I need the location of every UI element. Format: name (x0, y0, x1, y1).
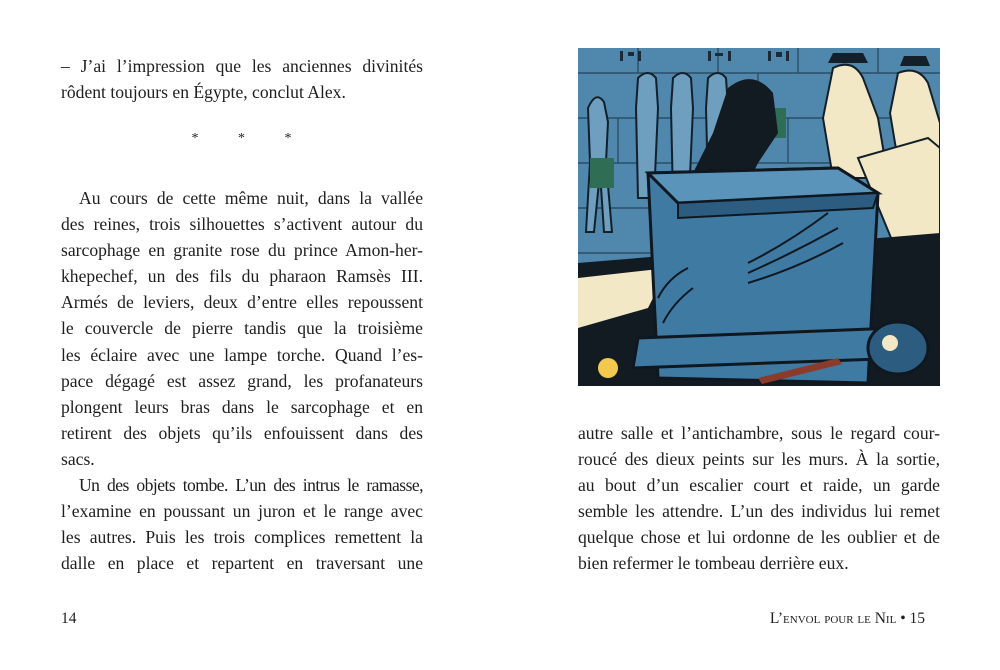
dialogue-paragraph (61, 53, 423, 105)
text-line: retirent des objets qu’ils enfouissent dans des (61, 422, 423, 443)
body-text-continued (578, 420, 940, 577)
text-line: autre salle et l’antichambre, sous le regard cour- (578, 423, 940, 443)
text-line: sarcophage en granite rose du prince Amon-her- (61, 240, 423, 261)
footer-bullet: • (900, 610, 906, 627)
text-line: au bout d’un escalier court et raide, un garde (578, 475, 940, 496)
text-line: les éclaire avec une lampe torche. Quand l’es- (61, 344, 423, 365)
section-separator: * * * (191, 131, 293, 146)
text-line: Un des objets tombe. L’un des intrus le ramasse, (79, 475, 423, 496)
text-line: – J’ai l’impression que les anciennes divinités (61, 56, 423, 76)
sarcophagus-illustration (578, 48, 940, 386)
right-page (500, 0, 1000, 670)
text-line: khepechef, un des fils du pharaon Ramsès III. (61, 266, 423, 287)
illustration-drawing (578, 48, 940, 386)
text-line: le couvercle de pierre tandis que la troisième (61, 318, 423, 339)
text-line: l’examine en poussant un juron et le range avec (61, 501, 423, 522)
text-line: des reines, trois silhouettes s’activent autour du (61, 214, 423, 235)
text-line: semble les attendre. L’un des individus lui remet (578, 501, 940, 522)
text-line: roucé des dieux peints sur les murs. À la sortie, (578, 449, 940, 470)
text-line: Armés de leviers, deux d’entre elles repoussent (61, 292, 423, 313)
text-line: sacs. (61, 448, 95, 469)
text-line: Au cours de cette même nuit, dans la vallée (79, 188, 423, 208)
running-title: L’envol pour le Nil (769, 610, 897, 627)
page-number: 14 (61, 610, 77, 627)
text-line: pace dégagé est assez grand, les profanateurs (61, 370, 423, 391)
page-number: 15 (909, 610, 925, 627)
text-line: dalle en place et repartent en traversant une (61, 553, 423, 574)
text-line: rôdent toujours en Égypte, conclut Alex. (61, 82, 346, 103)
text-line: quelque chose et lui ordonne de les oublier et de (578, 527, 940, 548)
text-line: les autres. Puis les trois complices remettent la (61, 527, 423, 548)
text-line: plongent leurs bras dans le sarcophage et en (61, 396, 423, 417)
text-line: bien refermer le tombeau derrière eux. (578, 553, 849, 574)
running-footer (770, 610, 925, 628)
body-text (61, 185, 423, 576)
